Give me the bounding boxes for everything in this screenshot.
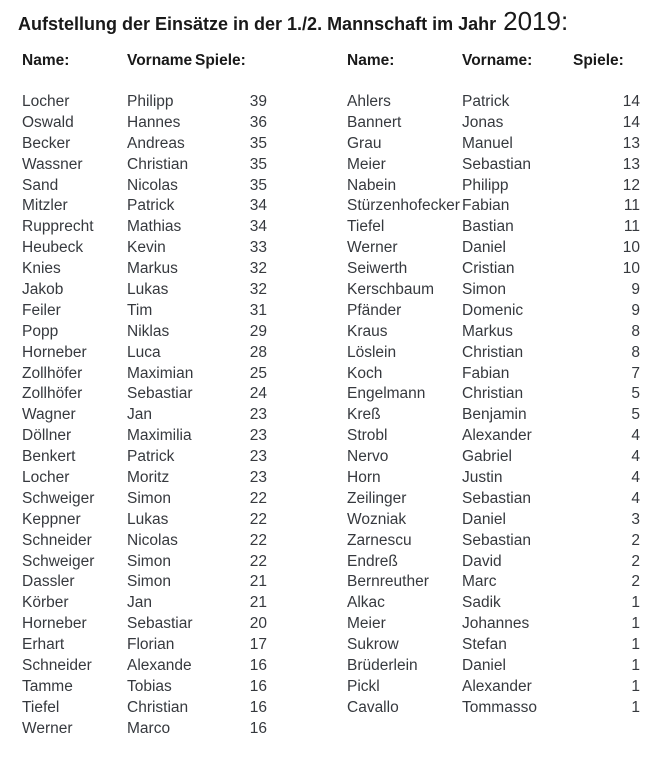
table-row xyxy=(22,155,267,176)
player-games: 33 xyxy=(249,239,267,257)
table-row xyxy=(22,489,267,510)
player-firstname: Sebastiar xyxy=(127,615,193,633)
player-lastname: Bernreuther xyxy=(347,573,429,591)
player-lastname: Grau xyxy=(347,134,382,152)
table-row xyxy=(347,677,640,698)
table-row xyxy=(347,426,640,447)
table-row xyxy=(22,531,267,552)
player-firstname: Stefan xyxy=(462,636,507,654)
table-row xyxy=(22,322,267,343)
table-row xyxy=(347,698,640,719)
player-firstname: Simon xyxy=(127,573,171,591)
table-row xyxy=(22,196,267,217)
player-games: 23 xyxy=(249,448,267,466)
player-games: 22 xyxy=(249,531,267,549)
player-lastname: Heubeck xyxy=(22,239,84,257)
table-row xyxy=(22,176,267,197)
table-row xyxy=(22,614,267,635)
table-row xyxy=(22,405,267,426)
table-row xyxy=(347,593,640,614)
player-lastname: Horneber xyxy=(22,343,87,361)
table-row xyxy=(347,447,640,468)
player-firstname: Nicolas xyxy=(127,531,178,549)
column-header-spiele: Spiele: xyxy=(195,52,246,69)
table-row xyxy=(22,343,267,364)
player-games: 16 xyxy=(249,698,267,716)
player-firstname: Fabian xyxy=(462,197,510,215)
player-firstname: Alexande xyxy=(127,657,192,675)
player-firstname: Moritz xyxy=(127,469,170,487)
player-firstname: Lukas xyxy=(127,281,169,299)
player-lastname: Engelmann xyxy=(347,385,426,403)
player-games: 1 xyxy=(631,615,640,633)
player-firstname: Daniel xyxy=(462,510,506,528)
player-firstname: Sebastian xyxy=(462,489,531,507)
player-firstname: Benjamin xyxy=(462,406,527,424)
player-games: 24 xyxy=(249,385,267,403)
table-row xyxy=(347,343,640,364)
table-row xyxy=(22,384,267,405)
player-lastname: Kerschbaum xyxy=(347,281,435,299)
table-row xyxy=(22,552,267,573)
column-header-vorname: Vorname: xyxy=(462,52,533,69)
player-lastname: Stürzenhofecker xyxy=(347,197,460,215)
player-lastname: Wagner xyxy=(22,406,76,424)
table-row xyxy=(347,364,640,385)
player-lastname: Nabein xyxy=(347,176,397,194)
player-lastname: Wassner xyxy=(22,155,83,173)
column-header-spiele: Spiele: xyxy=(573,52,624,69)
player-firstname: Mathias xyxy=(127,218,182,236)
table-row xyxy=(22,280,267,301)
player-firstname: Jan xyxy=(127,406,152,424)
player-lastname: Meier xyxy=(347,155,386,173)
player-games: 1 xyxy=(631,657,640,675)
table-row xyxy=(22,719,267,740)
player-firstname: Luca xyxy=(127,343,161,361)
player-firstname: Hannes xyxy=(127,113,181,131)
player-lastname: Alkac xyxy=(347,594,385,612)
player-lastname: Schneider xyxy=(22,657,92,675)
player-games: 10 xyxy=(622,239,640,257)
table-row xyxy=(347,238,640,259)
player-lastname: Knies xyxy=(22,260,61,278)
player-lastname: Koch xyxy=(347,364,383,382)
player-firstname: Alexander xyxy=(462,427,532,445)
table-header-row xyxy=(347,52,640,69)
table-row xyxy=(347,196,640,217)
player-firstname: Gabriel xyxy=(462,448,512,466)
player-firstname: Justin xyxy=(462,469,503,487)
player-games: 28 xyxy=(249,343,267,361)
page-title-text: Aufstellung der Einsätze in der 1./2. Mannschaft im Jahr xyxy=(18,14,497,34)
table-row xyxy=(347,531,640,552)
player-firstname: Patrick xyxy=(127,197,175,215)
player-games: 4 xyxy=(631,489,640,507)
player-firstname: Philipp xyxy=(462,176,509,194)
player-games: 2 xyxy=(631,531,640,549)
player-lastname: Zarnescu xyxy=(347,531,412,549)
player-lastname: Zeilinger xyxy=(347,489,407,507)
table-row xyxy=(347,405,640,426)
player-lastname: Endreß xyxy=(347,552,398,570)
player-firstname: Fabian xyxy=(462,364,510,382)
table-row xyxy=(347,134,640,155)
player-firstname: Christian xyxy=(127,698,189,716)
player-games: 4 xyxy=(631,448,640,466)
table-row xyxy=(22,301,267,322)
table-row xyxy=(347,572,640,593)
table-row xyxy=(22,677,267,698)
player-firstname: Patrick xyxy=(127,448,175,466)
player-lastname: Popp xyxy=(22,322,59,340)
table-row xyxy=(347,92,640,113)
player-lastname: Cavallo xyxy=(347,698,399,716)
table-row xyxy=(22,468,267,489)
player-lastname: Pickl xyxy=(347,677,380,695)
page-title xyxy=(18,6,568,37)
player-games: 20 xyxy=(249,615,267,633)
roster-table-second-team xyxy=(347,52,640,740)
player-games: 9 xyxy=(631,281,640,299)
player-games: 1 xyxy=(631,594,640,612)
player-lastname: Becker xyxy=(22,134,71,152)
player-firstname: Maximilia xyxy=(127,427,192,445)
player-lastname: Kreß xyxy=(347,406,381,424)
player-firstname: Simon xyxy=(127,552,171,570)
player-games: 16 xyxy=(249,657,267,675)
player-firstname: Lukas xyxy=(127,510,169,528)
player-lastname: Keppner xyxy=(22,510,81,528)
player-lastname: Bannert xyxy=(347,113,402,131)
player-lastname: Pfänder xyxy=(347,301,402,319)
table-row xyxy=(347,217,640,238)
player-firstname: Patrick xyxy=(462,93,510,110)
player-firstname: Philipp xyxy=(127,93,174,110)
player-lastname: Werner xyxy=(22,719,73,737)
player-firstname: Nicolas xyxy=(127,176,178,194)
player-games: 32 xyxy=(249,260,267,278)
player-firstname: Sadik xyxy=(462,594,501,612)
player-games: 4 xyxy=(631,469,640,487)
player-games: 25 xyxy=(249,364,267,382)
player-firstname: Andreas xyxy=(127,134,185,152)
player-lastname: Werner xyxy=(347,239,398,257)
player-games: 1 xyxy=(631,636,640,654)
player-lastname: Locher xyxy=(22,469,70,487)
player-games: 23 xyxy=(249,469,267,487)
player-firstname: Domenic xyxy=(462,301,524,319)
player-firstname: Cristian xyxy=(462,260,515,278)
column-header-vorname: Vorname xyxy=(127,52,193,69)
table-row xyxy=(347,155,640,176)
table-row xyxy=(22,698,267,719)
player-lastname: Horn xyxy=(347,469,381,487)
player-games: 34 xyxy=(249,218,267,236)
player-firstname: Simon xyxy=(127,489,171,507)
player-games: 16 xyxy=(249,719,267,737)
player-firstname: Johannes xyxy=(462,615,530,633)
column-header-name: Name: xyxy=(347,52,395,69)
table-header-row xyxy=(22,52,267,69)
player-games: 35 xyxy=(249,134,267,152)
column-header-name: Name: xyxy=(22,52,70,69)
player-lastname: Tamme xyxy=(22,677,73,695)
table-row xyxy=(347,656,640,677)
table-row xyxy=(22,364,267,385)
player-firstname: Jonas xyxy=(462,113,504,131)
player-games: 2 xyxy=(631,573,640,591)
player-lastname: Schweiger xyxy=(22,552,95,570)
player-games: 10 xyxy=(622,260,640,278)
player-games: 13 xyxy=(622,134,640,152)
player-firstname: Markus xyxy=(462,322,513,340)
player-lastname: Erhart xyxy=(22,636,65,654)
player-firstname: Sebastian xyxy=(462,531,531,549)
player-games: 35 xyxy=(249,176,267,194)
player-games: 17 xyxy=(249,636,267,654)
player-lastname: Feiler xyxy=(22,301,61,319)
player-firstname: Simon xyxy=(462,281,506,299)
player-firstname: Maximian xyxy=(127,364,194,382)
player-games: 13 xyxy=(622,155,640,173)
table-row xyxy=(347,280,640,301)
player-lastname: Mitzler xyxy=(22,197,68,215)
player-games: 2 xyxy=(631,552,640,570)
table-row xyxy=(347,301,640,322)
player-firstname: Kevin xyxy=(127,239,166,257)
player-games: 29 xyxy=(249,322,267,340)
player-games: 14 xyxy=(622,93,640,110)
player-lastname: Rupprecht xyxy=(22,218,94,236)
player-lastname: Dassler xyxy=(22,573,75,591)
player-firstname: Sebastian xyxy=(462,155,531,173)
page-title-year: 2019: xyxy=(503,6,569,36)
player-lastname: Zollhöfer xyxy=(22,364,83,382)
player-firstname: Marco xyxy=(127,719,171,737)
table-row xyxy=(22,510,267,531)
table-row xyxy=(22,217,267,238)
player-lastname: Schweiger xyxy=(22,489,95,507)
player-lastname: Locher xyxy=(22,93,70,110)
player-games: 7 xyxy=(631,364,640,382)
player-games: 4 xyxy=(631,427,640,445)
player-lastname: Schneider xyxy=(22,531,92,549)
table-row xyxy=(347,259,640,280)
player-games: 35 xyxy=(249,155,267,173)
player-lastname: Seiwerth xyxy=(347,260,408,278)
player-firstname: Tobias xyxy=(127,677,172,695)
player-games: 9 xyxy=(631,301,640,319)
player-firstname: Markus xyxy=(127,260,178,278)
player-lastname: Zollhöfer xyxy=(22,385,83,403)
player-games: 21 xyxy=(249,573,267,591)
player-games: 39 xyxy=(249,93,267,110)
player-lastname: Brüderlein xyxy=(347,657,418,675)
player-games: 1 xyxy=(631,698,640,716)
player-lastname: Strobl xyxy=(347,427,388,445)
player-games: 22 xyxy=(249,489,267,507)
player-games: 8 xyxy=(631,343,640,361)
roster-table-first-team xyxy=(22,52,267,740)
table-row xyxy=(22,447,267,468)
player-lastname: Löslein xyxy=(347,343,397,361)
table-row xyxy=(22,426,267,447)
player-games: 36 xyxy=(249,113,267,131)
player-games: 22 xyxy=(249,510,267,528)
player-games: 31 xyxy=(249,301,267,319)
player-lastname: Nervo xyxy=(347,448,389,466)
player-firstname: Christian xyxy=(127,155,189,173)
player-firstname: Manuel xyxy=(462,134,513,152)
player-lastname: Sukrow xyxy=(347,636,399,654)
player-games: 14 xyxy=(622,113,640,131)
player-games: 3 xyxy=(631,510,640,528)
table-row xyxy=(347,322,640,343)
player-games: 11 xyxy=(623,218,640,236)
player-lastname: Jakob xyxy=(22,281,64,299)
player-lastname: Tiefel xyxy=(22,698,60,716)
player-games: 16 xyxy=(249,677,267,695)
player-firstname: Christian xyxy=(462,343,524,361)
table-row xyxy=(347,510,640,531)
player-games: 23 xyxy=(249,427,267,445)
player-games: 34 xyxy=(249,197,267,215)
table-row xyxy=(347,384,640,405)
player-lastname: Meier xyxy=(347,615,386,633)
table-row xyxy=(347,635,640,656)
table-row xyxy=(22,113,267,134)
player-firstname: Alexander xyxy=(462,677,532,695)
table-row xyxy=(22,134,267,155)
player-games: 8 xyxy=(631,322,640,340)
table-row xyxy=(347,113,640,134)
player-firstname: Tim xyxy=(127,301,153,319)
player-games: 5 xyxy=(631,406,640,424)
table-row xyxy=(347,468,640,489)
player-lastname: Kraus xyxy=(347,322,388,340)
player-games: 21 xyxy=(249,594,267,612)
player-games: 23 xyxy=(249,406,267,424)
player-lastname: Horneber xyxy=(22,615,87,633)
table-row xyxy=(347,552,640,573)
table-row xyxy=(22,259,267,280)
player-firstname: Niklas xyxy=(127,322,170,340)
player-lastname: Ahlers xyxy=(347,93,391,110)
table-row xyxy=(22,635,267,656)
player-lastname: Döllner xyxy=(22,427,72,445)
player-games: 22 xyxy=(249,552,267,570)
player-lastname: Benkert xyxy=(22,448,76,466)
table-body xyxy=(347,92,640,719)
player-games: 11 xyxy=(623,197,640,215)
table-row xyxy=(347,614,640,635)
player-firstname: Jan xyxy=(127,594,152,612)
player-games: 5 xyxy=(631,385,640,403)
player-firstname: Daniel xyxy=(462,239,506,257)
table-row xyxy=(22,92,267,113)
player-firstname: Florian xyxy=(127,636,175,654)
player-firstname: Daniel xyxy=(462,657,506,675)
player-firstname: Marc xyxy=(462,573,497,591)
player-games: 32 xyxy=(249,281,267,299)
table-row xyxy=(22,593,267,614)
player-firstname: Christian xyxy=(462,385,524,403)
player-lastname: Tiefel xyxy=(347,218,385,236)
player-firstname: Bastian xyxy=(462,218,514,236)
player-firstname: Tommasso xyxy=(462,698,537,716)
table-row xyxy=(347,489,640,510)
player-lastname: Wozniak xyxy=(347,510,407,528)
table-row xyxy=(22,238,267,259)
table-row xyxy=(347,176,640,197)
player-firstname: David xyxy=(462,552,502,570)
player-lastname: Oswald xyxy=(22,113,74,131)
player-games: 1 xyxy=(631,677,640,695)
table-body xyxy=(22,92,267,740)
table-row xyxy=(22,656,267,677)
roster-tables xyxy=(22,52,640,740)
player-firstname: Sebastiar xyxy=(127,385,193,403)
player-games: 12 xyxy=(622,176,640,194)
table-row xyxy=(22,572,267,593)
player-lastname: Sand xyxy=(22,176,59,194)
player-lastname: Körber xyxy=(22,594,69,612)
